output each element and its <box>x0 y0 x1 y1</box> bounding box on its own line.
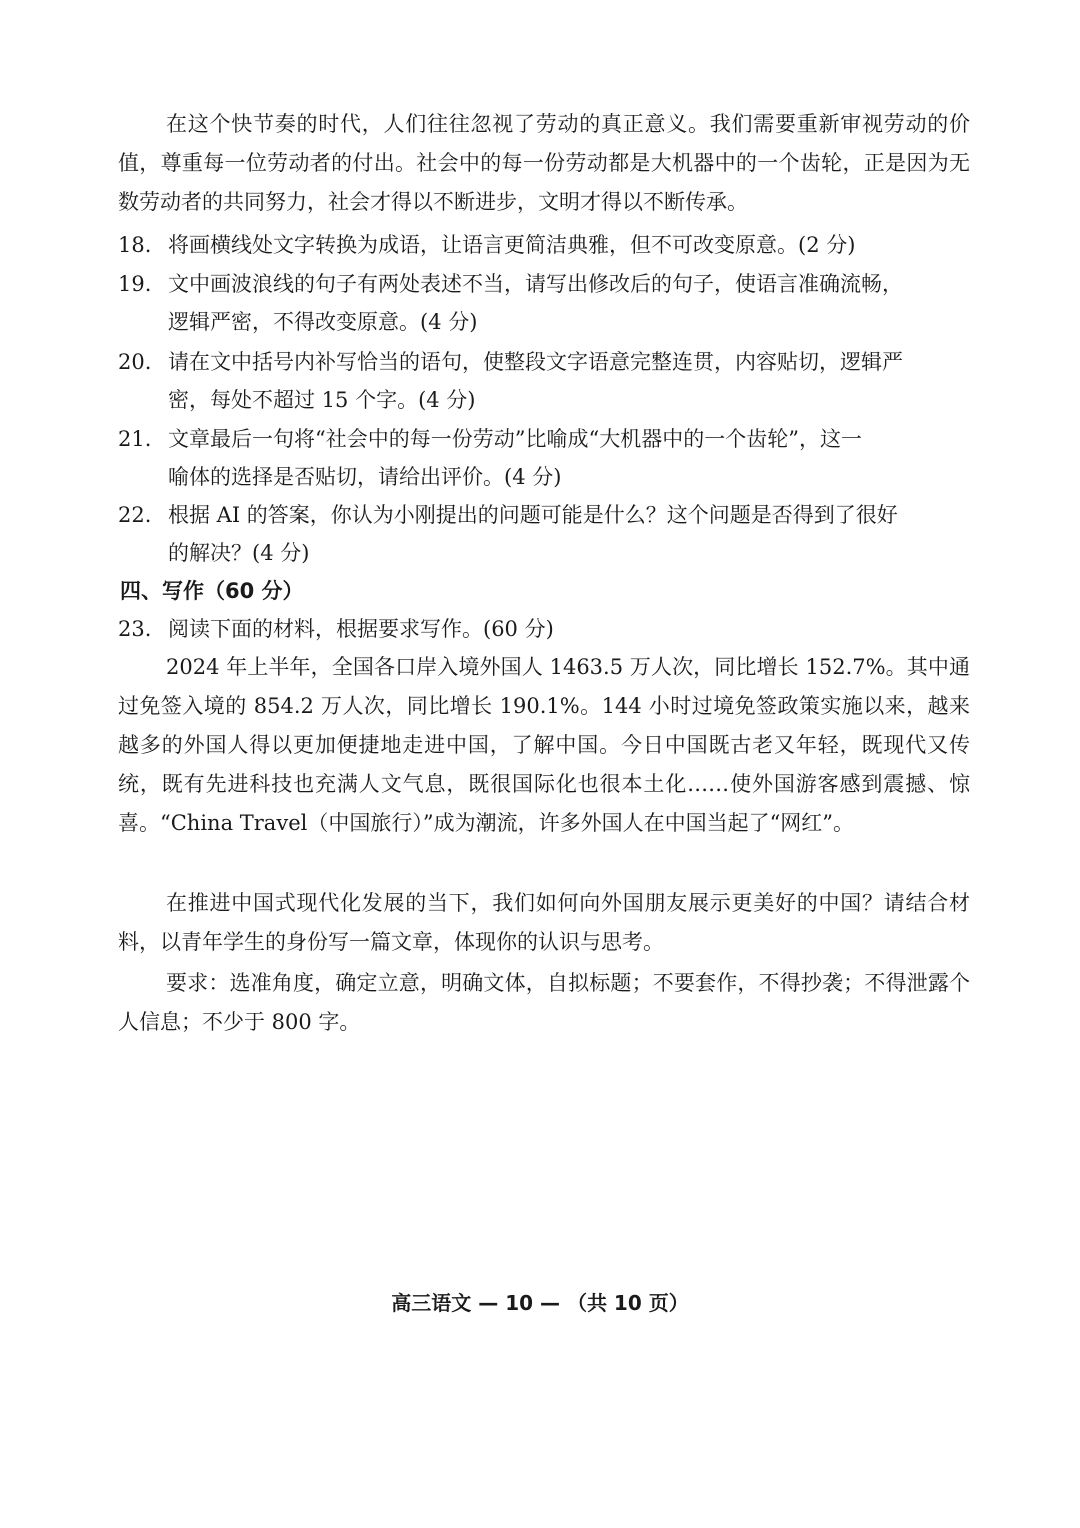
page-footer: 高三语文 — 10 — （共 10 页） <box>391 1291 689 1315</box>
question-text-continued: 密，每处不超过 15 个字。(4 分) <box>168 388 476 412</box>
writing-task: 在推进中国式现代化发展的当下，我们如何向外国朋友展示更美好的中国？请结合材料，以青年学生的身份写一篇文章，体现你的认识与思考。 <box>118 891 970 954</box>
question-number: 20. <box>118 350 152 374</box>
question-21 <box>118 420 970 496</box>
passage-paragraph: 在这个快节奏的时代，人们往往忽视了劳动的真正意义。我们需要重新审视劳动的价值，尊重每一位劳动者的付出。社会中的每一份劳动都是大机器中的一个齿轮，正是因为无数劳动者的共同努力，社会才得以不断进步，文明才得以不断传承。 <box>118 112 970 214</box>
question-18 <box>118 226 970 264</box>
question-number: 23. <box>118 617 152 641</box>
question-text: 文章最后一句将“社会中的每一份劳动”比喻成“大机器中的一个齿轮”，这一 <box>168 427 862 451</box>
question-text: 文中画波浪线的句子有两处表述不当，请写出修改后的句子，使语言准确流畅， <box>168 272 903 296</box>
question-text: 请在文中括号内补写恰当的语句，使整段文字语意完整连贯，内容贴切，逻辑严 <box>168 350 903 374</box>
question-number: 18. <box>118 233 152 257</box>
question-text-continued: 的解决？(4 分) <box>168 541 310 565</box>
question-text: 阅读下面的材料，根据要求写作。(60 分) <box>168 617 554 641</box>
writing-material: 2024 年上半年，全国各口岸入境外国人 1463.5 万人次，同比增长 152.7%。其中通过免签入境的 854.2 万人次，同比增长 190.1%。144 小时过境免签政策实施以来，越来越多的外国人得以更加便捷地走进中国，了解中国。今日中国既古老又年轻，既现代又传统，既有先进科技也充满人文气息，既很国际化也很本土化……使外国游客感到震撼、惊喜。“China Travel（中国旅行）”成为潮流，许多外国人在中国当起了“网红”。 <box>118 655 970 835</box>
question-number: 22. <box>118 503 152 527</box>
writing-requirements: 要求：选准角度，确定立意，明确文体，自拟标题；不要套作，不得抄袭；不得泄露个人信息；不少于 800 字。 <box>118 971 970 1034</box>
section-heading-writing: 四、写作（60 分） <box>120 579 304 603</box>
question-text-continued: 逻辑严密，不得改变原意。(4 分) <box>168 310 478 334</box>
question-23 <box>118 610 970 648</box>
question-number: 19. <box>118 272 152 296</box>
question-text: 将画横线处文字转换为成语，让语言更简洁典雅，但不可改变原意。(2 分) <box>168 233 856 257</box>
question-19 <box>118 265 970 341</box>
question-20 <box>118 343 970 419</box>
question-text-continued: 喻体的选择是否贴切，请给出评价。(4 分) <box>168 465 562 489</box>
question-number: 21. <box>118 427 152 451</box>
question-22 <box>118 496 970 572</box>
question-text: 根据 AI 的答案，你认为小刚提出的问题可能是什么？这个问题是否得到了很好 <box>168 503 898 527</box>
